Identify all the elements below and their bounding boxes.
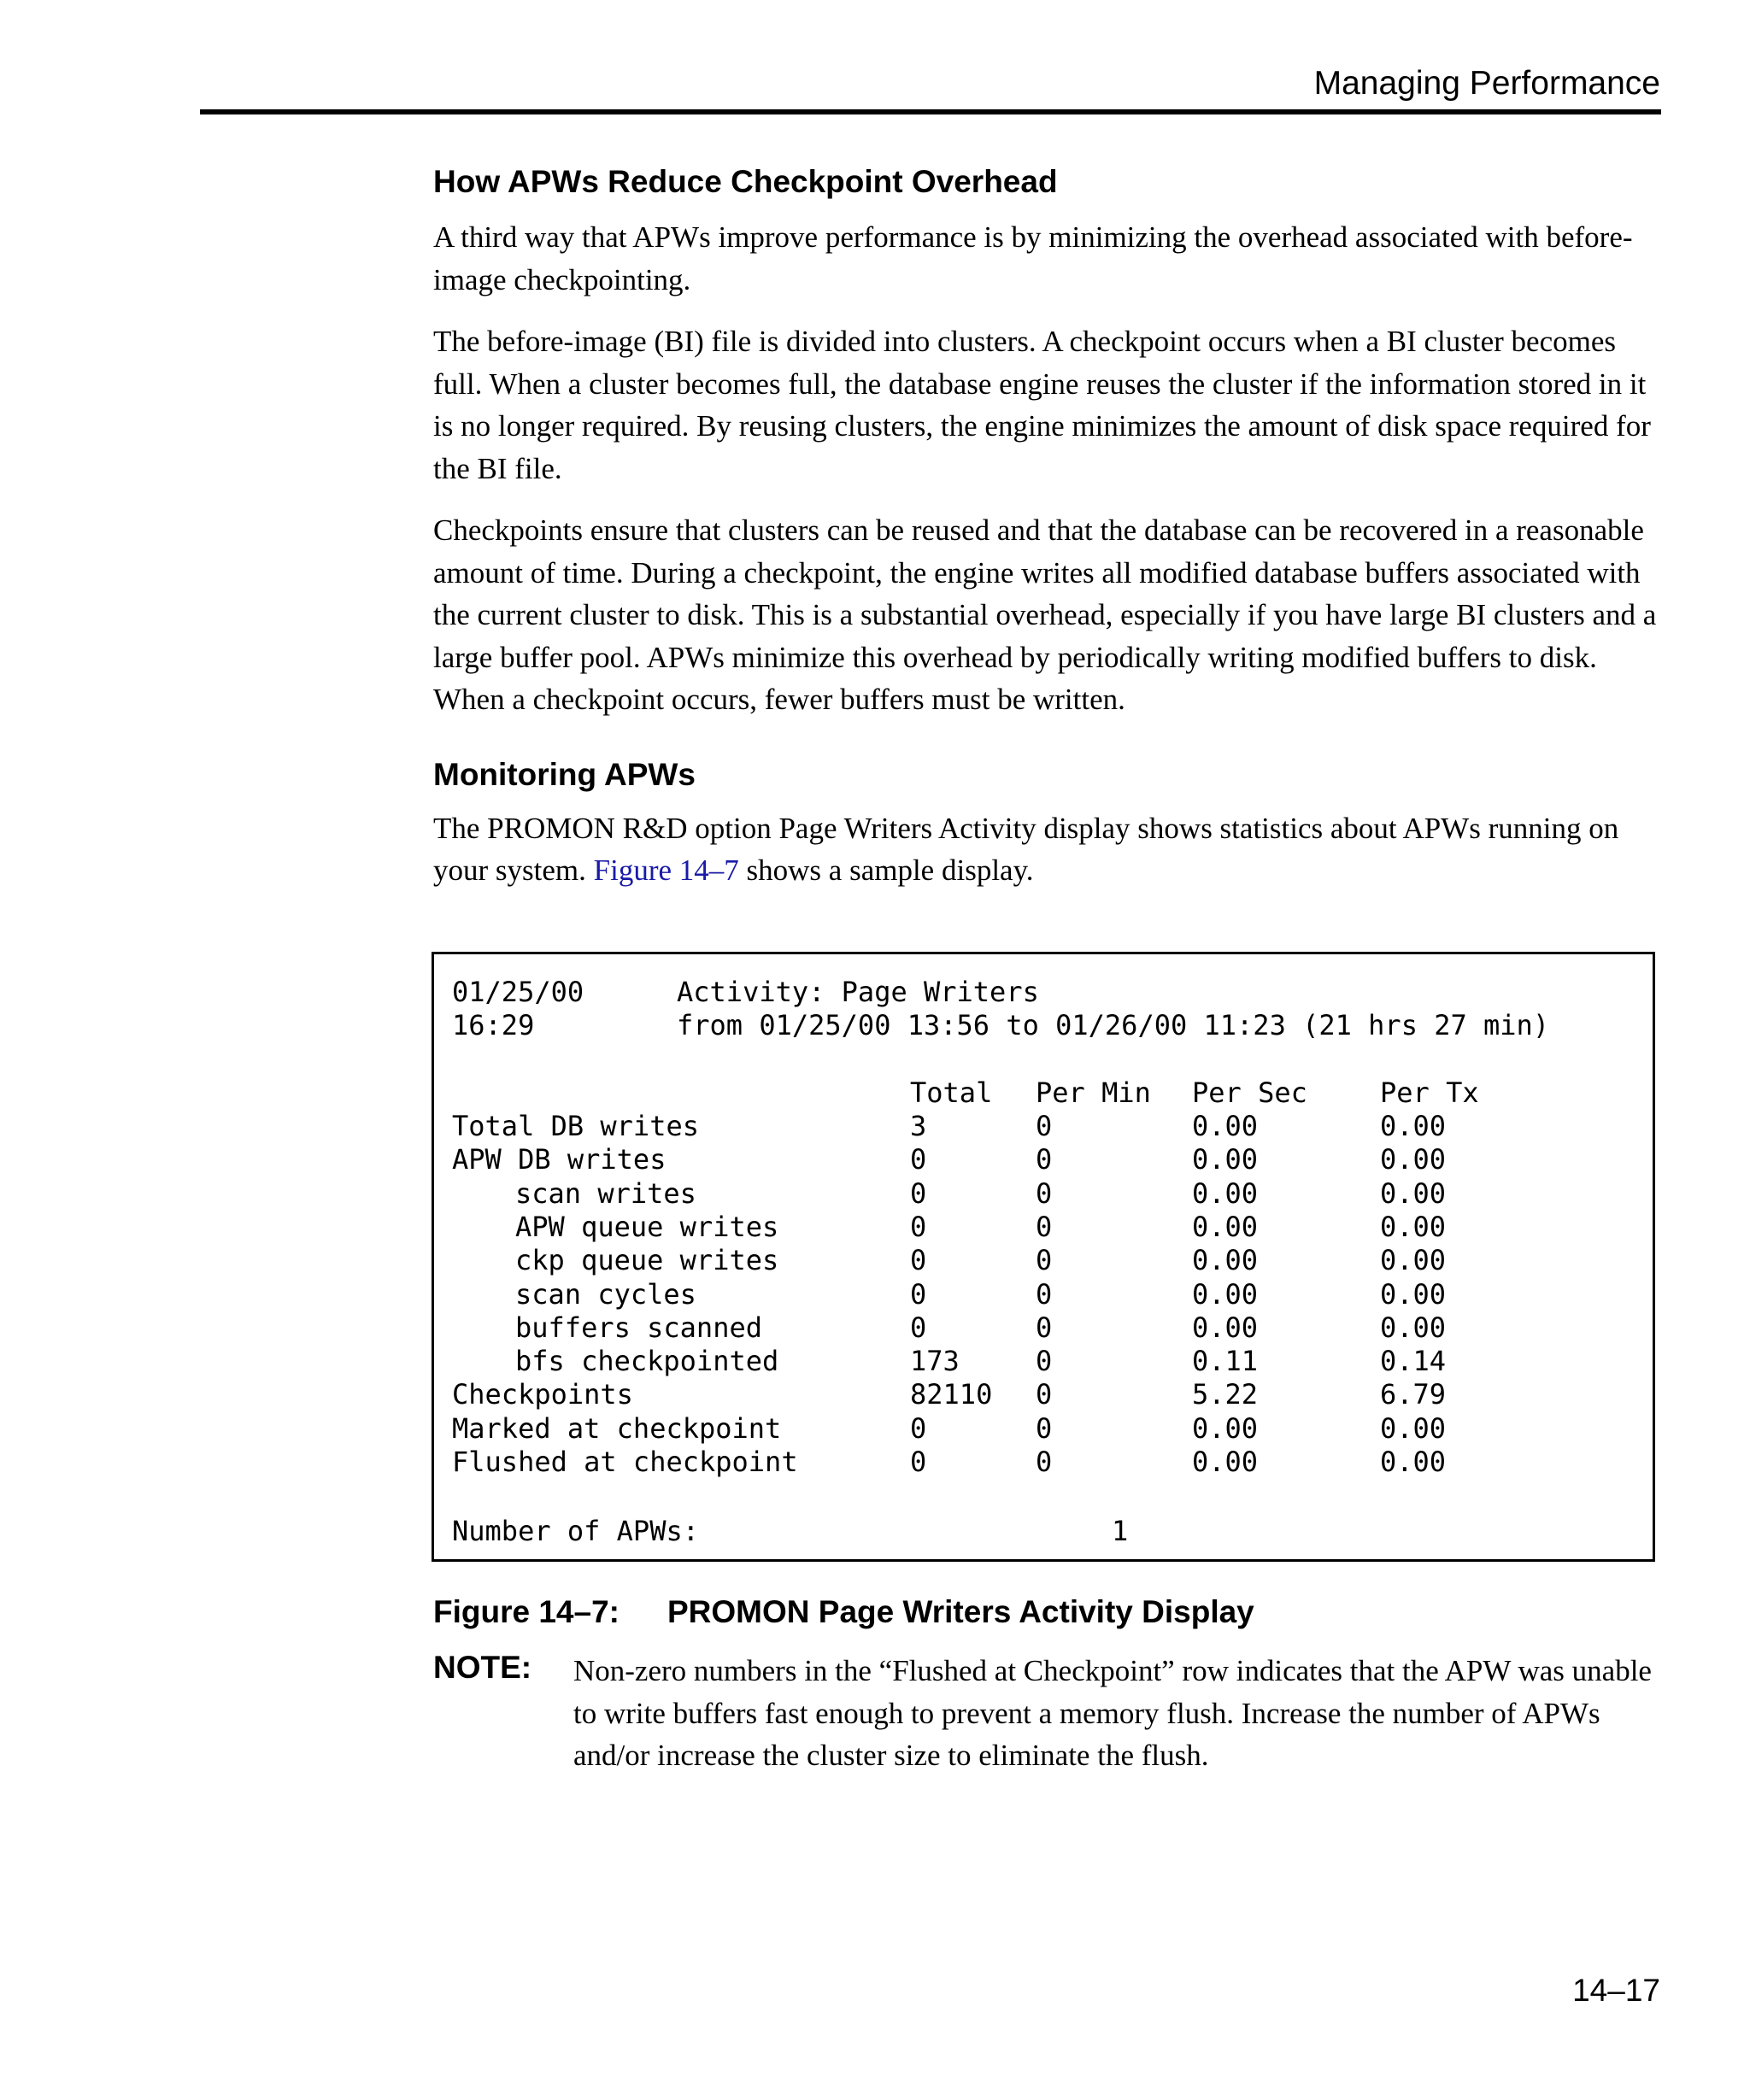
row-label: bfs checkpointed xyxy=(515,1345,779,1378)
row-value-total: 0 xyxy=(910,1176,927,1210)
row-value-per-sec: 0.00 xyxy=(1192,1277,1259,1311)
row-value-per-min: 0 xyxy=(1036,1176,1053,1210)
row-value-total: 0 xyxy=(910,1277,927,1311)
row-value-per-sec: 0.00 xyxy=(1192,1446,1259,1478)
row-value-total: 0 xyxy=(910,1446,927,1478)
figure-title: PROMON Page Writers Activity Display xyxy=(667,1594,1254,1629)
row-value-total: 173 xyxy=(910,1345,960,1378)
paragraph-2: The before-image (BI) file is divided into clusters. A checkpoint occurs when a BI cluster becomes full. When a cluster becomes full, the database engine reuses the cluster if the information stored in it is no longer required. By reusing clusters, the engine minimizes the amount of disk space required for the BI file. xyxy=(433,325,1651,485)
row-value-per-sec: 0.11 xyxy=(1192,1345,1259,1378)
row-value-per-tx: 0.00 xyxy=(1380,1110,1447,1142)
apw-count-label: Number of APWs: xyxy=(452,1515,699,1547)
row-value-per-sec: 5.22 xyxy=(1192,1378,1259,1411)
row-label: ckp queue writes xyxy=(515,1244,779,1277)
row-label: Flushed at checkpoint xyxy=(452,1446,798,1478)
col-header-per-tx: Per Tx xyxy=(1380,1076,1479,1109)
row-value-total: 0 xyxy=(910,1210,927,1243)
row-value-per-tx: 0.14 xyxy=(1380,1345,1447,1378)
row-value-total: 0 xyxy=(910,1411,927,1445)
promon-activity: Activity: Page Writers xyxy=(677,976,1039,1008)
row-value-per-sec: 0.00 xyxy=(1192,1210,1259,1243)
paragraph-3: Checkpoints ensure that clusters can be reused and that the database can be recovered in a reasonable amount of time. During a checkpoint, the engine writes all modified database buffers associated with the current cluster to disk. This is a substantial overhead, especially if you have large BI clusters and a large buffer pool. APWs minimize this overhead by periodically writing modified buffers to disk. When a checkpoint occurs, fewer buffers must be written. xyxy=(433,513,1657,716)
row-label: APW DB writes xyxy=(452,1143,667,1176)
col-header-total: Total xyxy=(910,1076,993,1109)
running-header: Managing Performance xyxy=(1313,65,1660,102)
promon-date: 01/25/00 xyxy=(452,976,584,1008)
note-text: Non-zero numbers in the “Flushed at Checkpoint” row indicates that the APW was unable to write buffers fast enough to prevent a memory flush. Increase the number of APWs and/or increase the cluster size to eliminate the flush. xyxy=(573,1654,1652,1772)
row-value-per-min: 0 xyxy=(1036,1411,1053,1445)
row-value-per-sec: 0.00 xyxy=(1192,1244,1259,1277)
row-label: Marked at checkpoint xyxy=(452,1411,782,1445)
row-value-per-min: 0 xyxy=(1036,1277,1053,1311)
paragraph-4-start: The PROMON R&D option Page Writers Activity display shows statistics about APWs running on your system. xyxy=(433,811,1619,887)
row-value-per-tx: 0.00 xyxy=(1380,1446,1447,1478)
row-label: scan writes xyxy=(515,1176,696,1210)
row-value-per-min: 0 xyxy=(1036,1446,1053,1478)
paragraph-1: A third way that APWs improve performance is by minimizing the overhead associated with before-image checkpointing. xyxy=(433,220,1633,296)
col-header-per-sec: Per Sec xyxy=(1192,1076,1307,1109)
row-value-per-sec: 0.00 xyxy=(1192,1411,1259,1445)
row-value-per-tx: 0.00 xyxy=(1380,1244,1447,1277)
apw-count-value: 1 xyxy=(1112,1515,1129,1547)
row-label: Total DB writes xyxy=(452,1110,699,1142)
row-value-per-tx: 0.00 xyxy=(1380,1143,1447,1176)
row-value-per-min: 0 xyxy=(1036,1210,1053,1243)
promon-display xyxy=(432,952,1655,1562)
row-value-per-min: 0 xyxy=(1036,1311,1053,1344)
main-content xyxy=(433,158,1659,892)
row-label: APW queue writes xyxy=(515,1210,779,1243)
paragraph-4-end: shows a sample display. xyxy=(738,853,1034,887)
section-heading-monitoring: Monitoring APWs xyxy=(433,756,696,792)
row-value-total: 3 xyxy=(910,1110,927,1142)
row-value-per-tx: 0.00 xyxy=(1380,1176,1447,1210)
row-value-per-sec: 0.00 xyxy=(1192,1110,1259,1142)
figure-14-7-link[interactable]: Figure 14–7 xyxy=(593,853,739,887)
row-value-total: 0 xyxy=(910,1143,927,1176)
row-value-per-min: 0 xyxy=(1036,1143,1053,1176)
row-value-total: 82110 xyxy=(910,1378,993,1411)
row-label: Checkpoints xyxy=(452,1378,633,1411)
paragraph-4 xyxy=(433,807,1659,892)
row-label: buffers scanned xyxy=(515,1311,762,1344)
promon-range: from 01/25/00 13:56 to 01/26/00 11:23 (21 hrs 27 min) xyxy=(677,1009,1550,1041)
row-value-total: 0 xyxy=(910,1244,927,1277)
section-heading-checkpoint: How APWs Reduce Checkpoint Overhead xyxy=(433,164,1058,199)
promon-time: 16:29 xyxy=(452,1009,535,1041)
row-value-per-sec: 0.00 xyxy=(1192,1311,1259,1344)
page-number: 14–17 xyxy=(1572,1973,1660,2008)
figure-number: Figure 14–7: xyxy=(433,1594,620,1629)
row-value-per-tx: 0.00 xyxy=(1380,1411,1447,1445)
row-value-per-min: 0 xyxy=(1036,1110,1053,1142)
col-header-per-min: Per Min xyxy=(1036,1076,1151,1109)
row-value-per-sec: 0.00 xyxy=(1192,1176,1259,1210)
row-value-total: 0 xyxy=(910,1311,927,1344)
row-label: scan cycles xyxy=(515,1277,696,1311)
row-value-per-sec: 0.00 xyxy=(1192,1143,1259,1176)
row-value-per-tx: 0.00 xyxy=(1380,1210,1447,1243)
note-label: NOTE: xyxy=(433,1650,532,1685)
row-value-per-min: 0 xyxy=(1036,1378,1053,1411)
header-rule xyxy=(200,109,1661,114)
row-value-per-min: 0 xyxy=(1036,1345,1053,1378)
row-value-per-tx: 6.79 xyxy=(1380,1378,1447,1411)
row-value-per-min: 0 xyxy=(1036,1244,1053,1277)
row-value-per-tx: 0.00 xyxy=(1380,1311,1447,1344)
figure-caption xyxy=(433,1594,1254,1630)
row-value-per-tx: 0.00 xyxy=(1380,1277,1447,1311)
